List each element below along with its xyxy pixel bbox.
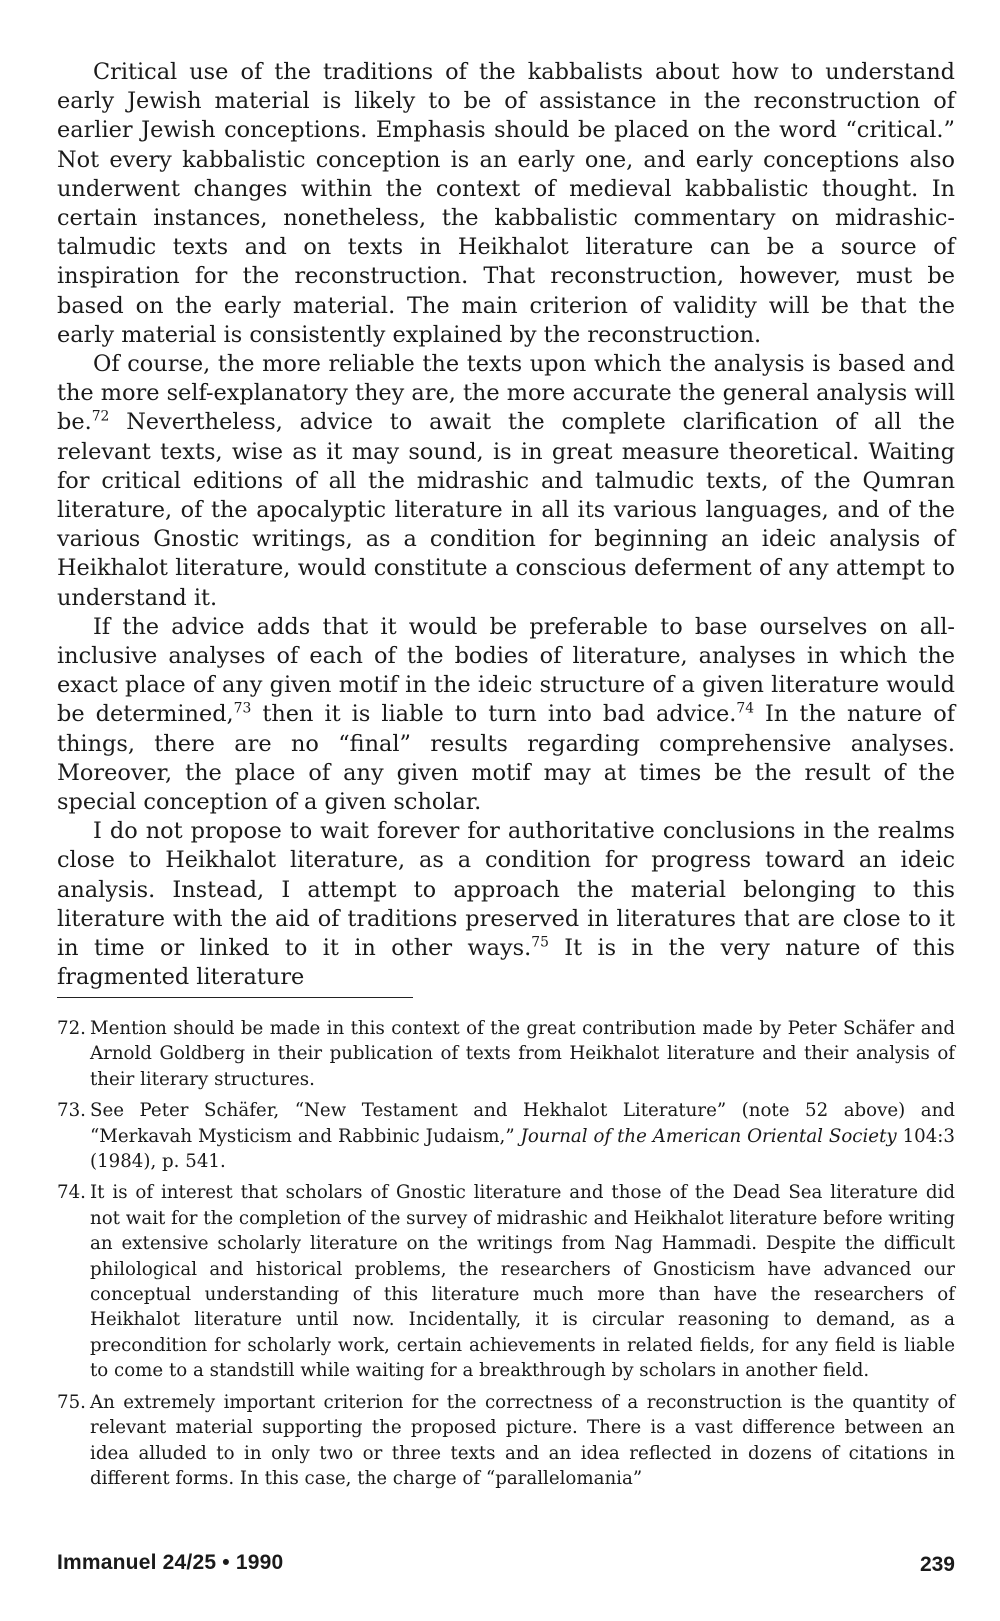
footnote-75 (57, 1390, 955, 1492)
footnote-ref-72: 72 (91, 408, 110, 425)
footnote-72 (57, 1016, 955, 1092)
footnote-ref-73: 73 (233, 700, 252, 717)
footnote-text: Mention should be made in this context of the great contribution made by Peter Schäfer and Arnold Goldberg in their publication of texts from Heikhalot literature and their analysis of their literary structures. (90, 1018, 955, 1090)
footnote-text-b: 104:3 (1984), p. 541. (90, 1125, 955, 1173)
paragraph-1-text: Critical use of the traditions of the kabbalists about how to understand early Jewish material is likely to be of assistance in the reconstruction of earlier Jewish conceptions. Emphasis should be placed on the word “critical.” Not every kabbalistic conception is an early one, and early conceptions also underwent changes within the context of medieval kabbalistic thought. In certain instances, nonetheless, the kabbalistic commentary on midrashic-talmudic texts and on texts in Heikhalot literature can be a source of inspiration for the reconstruction. That reconstruction, however, must be based on the early material. The main criterion of validity will be that the early material is consistently explained by the reconstruction. (57, 59, 955, 348)
page-number: 239 (919, 1553, 955, 1576)
footnote-text (90, 1098, 955, 1174)
paragraph-3-text-a: If the advice adds that it would be preferable to base ourselves on all-inclusive analyses of each of the bodies of literature, analyses in which the exact place of any given motif in the ideic structure of a given literature would be determined, (57, 613, 955, 728)
footnote-divider (57, 997, 413, 998)
footnote-number: 74. (57, 1182, 86, 1204)
footnote-ref-75: 75 (531, 934, 549, 951)
paragraph-2-text-a: Of course, the more reliable the texts upon which the analysis is based and the more self-explanatory they are, the more accurate the general analysis will be. (57, 351, 955, 436)
footnote-74 (57, 1180, 955, 1383)
journal-footer: Immanuel 24/25 • 1990 (57, 1551, 284, 1574)
paragraph-3-text-b: then it is liable to turn into bad advice. (251, 701, 737, 728)
footnotes (57, 1016, 955, 1497)
main-text (57, 58, 955, 993)
footnote-text-a: See Peter Schäfer, “New Testament and Hekhalot Literature” (note 52 above) and “Merkavah Mysticism and Rabbinic Judaism,” (90, 1100, 955, 1147)
paragraph-3 (57, 613, 955, 817)
footnote-number: 72. (57, 1018, 86, 1039)
footnote-number: 75. (57, 1391, 86, 1413)
paragraph-2-text-b: Nevertheless, advice to await the complete clarification of all the relevant texts, wise as it may sound, is in great measure theoretical. Waiting for critical editions of all the midrashic and talmudic texts, of the Qumran literature, of the apocalyptic literature in all its various languages, and of the various Gnostic writings, as a condition for beginning an ideic analysis of Heikhalot literature, would constitute a conscious deferment of any attempt to understand it. (57, 409, 955, 611)
paragraph-3-text-c: In the nature of things, there are no “final” results regarding comprehensive analyses. Moreover, the place of any given motif may at times be the result of the special conception of a given scholar. (57, 701, 955, 816)
paragraph-1 (57, 58, 955, 350)
paragraph-4-text-b: It is in the very nature of this fragmented literature (57, 935, 955, 991)
footnote-number: 73. (57, 1100, 86, 1122)
footnote-text: An extremely important criterion for the correctness of a reconstruction is the quantity of relevant material supporting the proposed picture. There is a vast difference between an idea alluded to in only two or three texts and an idea reflected in dozens of citations in different forms. In this case, the charge of “parallelomania” (90, 1391, 955, 1489)
paragraph-4 (57, 817, 955, 992)
journal-title: Journal of the American Oriental Society (520, 1125, 897, 1147)
paragraph-2 (57, 350, 955, 613)
paragraph-4-text-a: I do not propose to wait forever for authoritative conclusions in the realms close to Heikhalot literature, as a condition for progress toward an ideic analysis. Instead, I attempt to approach the material belonging to this literature with the aid of traditions preserved in literatures that are close to it in time or linked to it in other ways. (57, 818, 955, 962)
footnote-text: It is of interest that scholars of Gnostic literature and those of the Dead Sea literature did not wait for the completion of the survey of midrashic and Heikhalot literature before writing an extensive scholarly literature on the writings from Nag Hammadi. Despite the difficult philological and historical problems, the researchers of Gnosticism have advanced our conceptual understanding of this literature much more than have the researchers of Heikhalot literature until now. Incidentally, it is circular reasoning to demand, as a precondition for scholarly work, certain achievements in related fields, for any field is liable to come to a standstill while waiting for a breakthrough by scholars in another field. (90, 1182, 955, 1382)
footnote-ref-74: 74 (736, 700, 755, 717)
footnote-73 (57, 1098, 955, 1174)
